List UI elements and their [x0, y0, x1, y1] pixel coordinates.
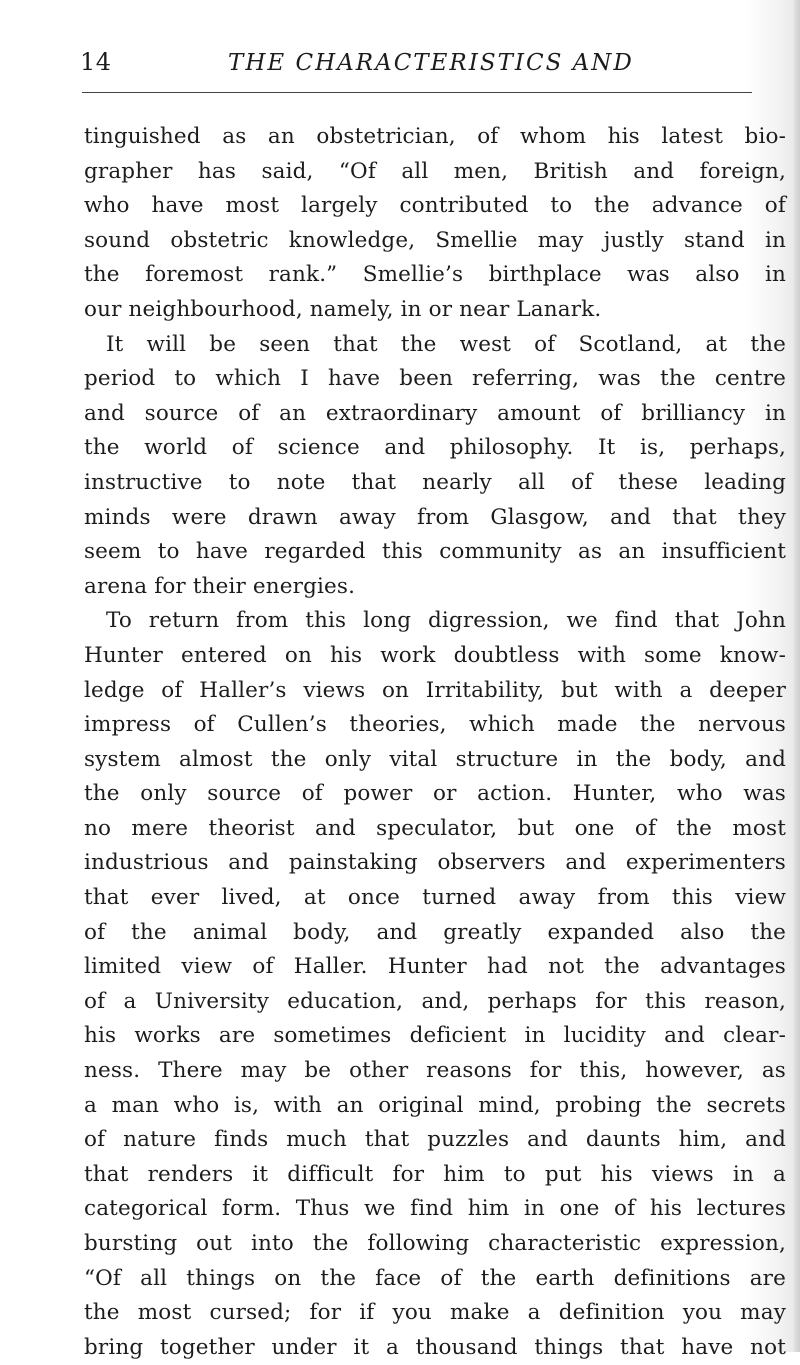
text-line: categorical form. Thus we find him in one of his lectures: [84, 1196, 786, 1222]
text-line: Hunter entered on his work doubtless with some know-: [84, 642, 786, 668]
text-line: his works are sometimes deficient in lucidity and clear-: [84, 1023, 786, 1049]
header-rule: [82, 92, 752, 93]
text-line: and source of an extraordinary amount of brilliancy in: [84, 400, 786, 426]
text-line: sound obstetric knowledge, Smellie may justly stand in: [84, 227, 786, 253]
text-line: bring together under it a thousand things that have not: [84, 1334, 786, 1360]
text-line: To return from this long digression, we find that John: [106, 608, 786, 634]
text-line: tinguished as an obstetrician, of whom his latest bio-: [84, 124, 786, 149]
text-line: the only source of power or action. Hunter, who was: [84, 781, 786, 807]
text-line: of a University education, and, perhaps for this reason,: [84, 988, 786, 1014]
text-line: of nature finds much that puzzles and daunts him, and: [84, 1127, 786, 1153]
text-line: who have most largely contributed to the advance of: [84, 193, 786, 219]
text-line: limited view of Haller. Hunter had not the advantages: [84, 954, 786, 980]
text-line: ness. There may be other reasons for this, however, as: [84, 1058, 786, 1084]
text-line: no mere theorist and speculator, but one of the most: [84, 815, 786, 841]
running-title: THE CHARACTERISTICS AND: [228, 50, 634, 76]
text-line: industrious and painstaking observers and experimenters: [84, 850, 786, 876]
text-line: bursting out into the following characteristic expression,: [84, 1231, 786, 1256]
text-line: impress of Cullen’s theories, which made the nervous: [84, 712, 786, 738]
body-text: [84, 120, 786, 1365]
text-line: that ever lived, at once turned away from this view: [84, 885, 786, 911]
text-line: arena for their energies.: [84, 573, 356, 599]
text-line: ledge of Haller’s views on Irritability, but with a deeper: [84, 677, 786, 703]
page-number: 14: [80, 48, 112, 76]
text-line: seem to have regarded this community as an insufficient: [84, 539, 786, 565]
text-line: that renders it difficult for him to put his views in a: [84, 1161, 786, 1187]
text-line: the most cursed; for if you make a definition you may: [84, 1300, 786, 1326]
text-line: minds were drawn away from Glasgow, and that they: [84, 504, 786, 530]
text-line: grapher has said, “Of all men, British and foreign,: [84, 158, 786, 184]
page-header: [80, 48, 740, 88]
text-line: our neighbourhood, namely, in or near Lanark.: [84, 296, 602, 322]
text-line: system almost the only vital structure in the body, and: [84, 746, 786, 772]
text-line: It will be seen that the west of Scotland, at the: [106, 331, 786, 357]
text-line: instructive to note that nearly all of these leading: [84, 469, 786, 495]
text-line: “Of all things on the face of the earth definitions are: [84, 1265, 786, 1291]
text-line: a man who is, with an original mind, probing the secrets: [84, 1092, 786, 1118]
text-line: period to which I have been referring, was the centre: [84, 366, 786, 392]
page-edge: [794, 0, 800, 1352]
text-line: of the animal body, and greatly expanded also the: [84, 919, 786, 945]
text-line: the foremost rank.” Smellie’s birthplace was also in: [84, 262, 786, 288]
text-line: the world of science and philosophy. It is, perhaps,: [84, 435, 786, 461]
